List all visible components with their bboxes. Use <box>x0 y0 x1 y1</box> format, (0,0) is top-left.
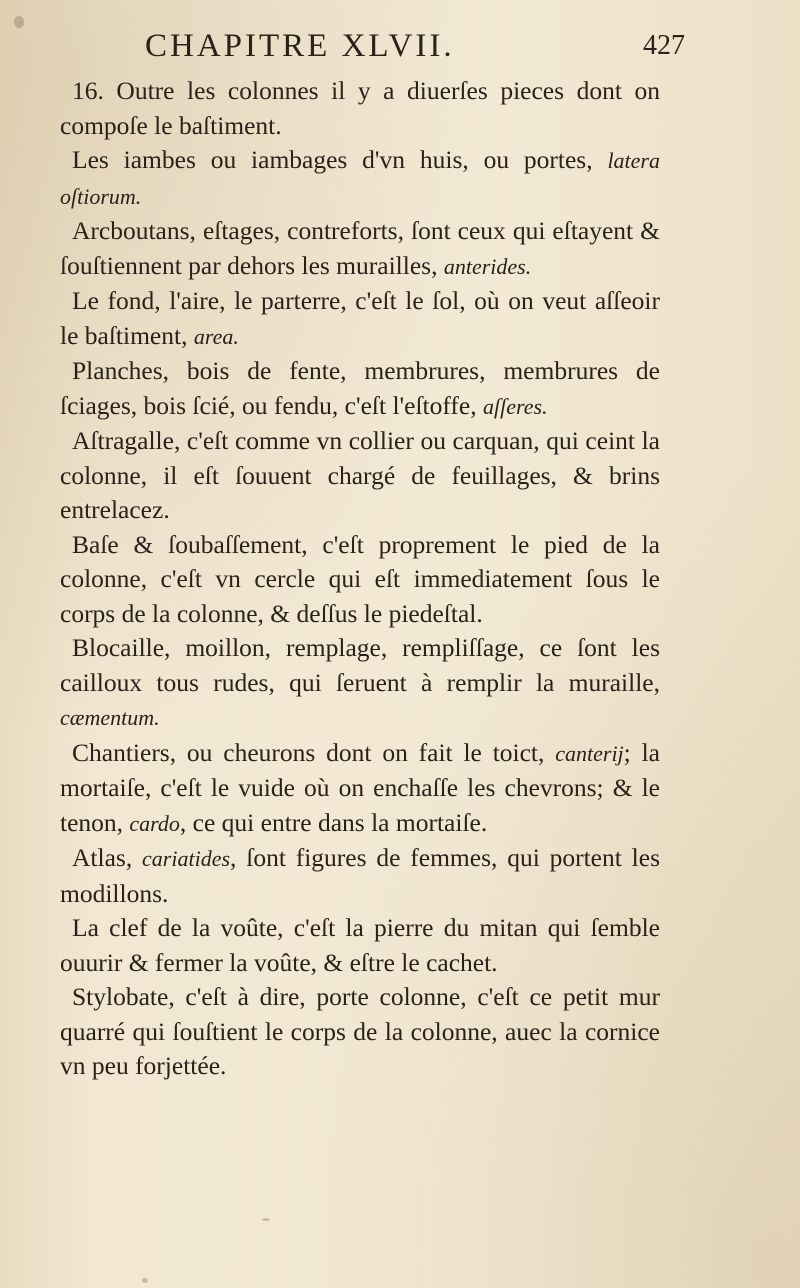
latin-term: canterij <box>555 740 624 766</box>
latin-term: latera oſtiorum. <box>60 148 660 209</box>
paper-speck <box>14 16 24 28</box>
paragraph <box>60 528 660 632</box>
latin-term: anterides. <box>443 253 532 279</box>
paragraph-text: , ſont figures de femmes, qui portent les modillons. <box>60 843 660 908</box>
body-text <box>60 74 660 1084</box>
paragraph-text: ; la mortaiſe, c'eſt le vuide où on enchaſſe les chevrons; & le tenon, <box>60 737 660 837</box>
paragraph <box>60 631 660 736</box>
paragraph-text: Stylobate, c'eſt à dire, porte colonne, c'eſt ce petit mur quarré qui ſouſtient le corps de la colonne, auec la cornice vn peu forjettée. <box>60 982 660 1080</box>
paragraph <box>60 736 660 842</box>
paragraph <box>60 424 660 528</box>
latin-term: cardo <box>129 810 180 836</box>
page-header <box>145 28 685 72</box>
page-number: 427 <box>643 30 685 61</box>
paragraph <box>60 284 660 354</box>
running-head: CHAPITRE XLVII. <box>145 28 455 64</box>
paper-speck <box>262 1218 270 1221</box>
paragraph <box>60 214 660 284</box>
paragraph-text: La clef de la voûte, c'eſt la pierre du mitan qui ſemble ouurir & fermer la voûte, & eſtre le cachet. <box>60 913 660 977</box>
paragraph-text: Planches, bois de fente, membrures, membrures de ſciages, bois ſcié, ou fendu, c'eſt l'eſtoffe, <box>60 356 660 420</box>
latin-term: cæmentum. <box>60 705 160 730</box>
paragraph-text: Arcboutans, eſtages, contreforts, ſont ceux qui eſtayent & ſouſtiennent par dehors les murailles, <box>60 216 660 280</box>
paragraph <box>60 354 660 424</box>
paragraph-text: Le fond, l'aire, le parterre, c'eſt le ſol, où on veut aſſeoir le baſtiment, <box>60 286 660 350</box>
paragraph-text: Aſtragalle, c'eſt comme vn collier ou carquan, qui ceint la colonne, il eſt ſouuent chargé de feuillages, & brins entrelacez. <box>60 426 660 524</box>
paragraph <box>60 841 660 911</box>
paragraph-text: Les iambes ou iambages d'vn huis, ou portes, <box>72 145 608 174</box>
paragraph <box>60 980 660 1084</box>
paragraph-text: , ce qui entre dans la mortaiſe. <box>179 807 488 837</box>
paragraph-text: Baſe & ſoubaſſement, c'eſt proprement le pied de la colonne, c'eſt vn cercle qui eſt immediatement ſous le corps de la colonne, & deſſus le piedeſtal. <box>60 529 660 628</box>
paragraph <box>60 911 660 980</box>
paragraph-text: Blocaille, moillon, remplage, rempliſſage, ce ſont les cailloux tous rudes, qui ſeruent à remplir la muraille, <box>60 633 660 697</box>
paragraph <box>60 74 660 143</box>
paragraph-text: 16. Outre les colonnes il y a diuerſes pieces dont on compoſe le baſtiment. <box>60 76 660 140</box>
paragraph-text: Atlas, <box>72 843 143 872</box>
paragraph-text: Chantiers, ou cheurons dont on fait le toict, <box>72 737 556 767</box>
latin-term: aſſeres. <box>482 393 548 419</box>
paragraph <box>60 143 660 214</box>
latin-term: area. <box>193 323 239 349</box>
latin-term: cariatides <box>142 846 231 871</box>
paper-speck <box>142 1278 148 1283</box>
